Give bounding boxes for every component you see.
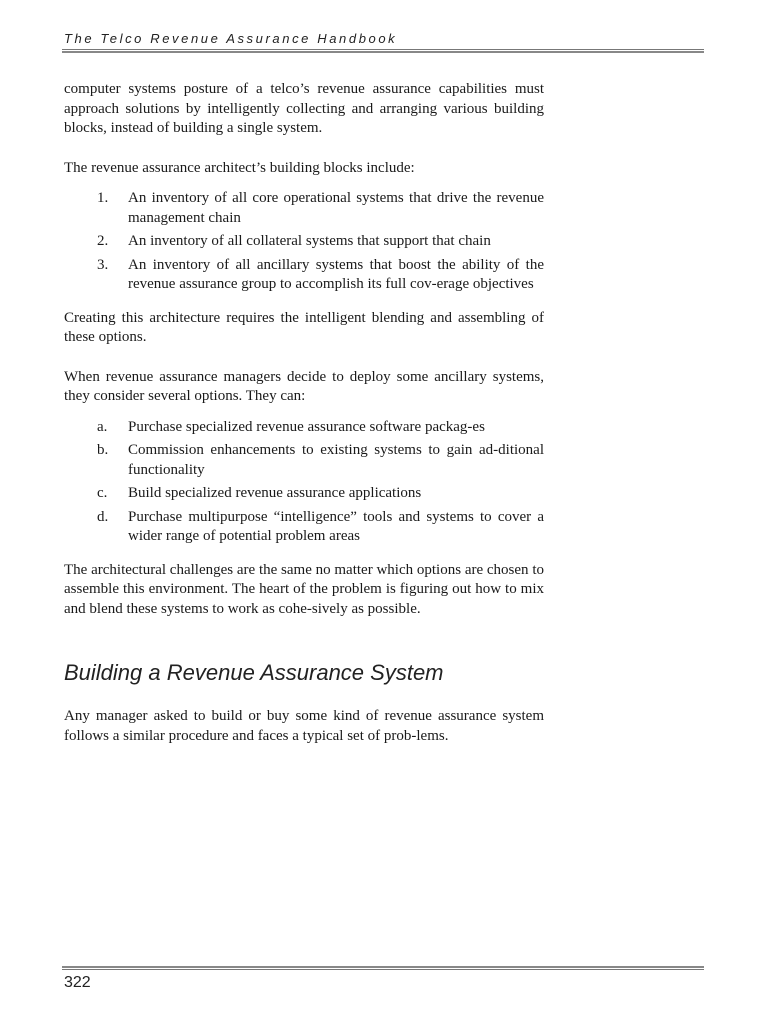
list-item — [64, 232, 544, 252]
list-item-text: Purchase specialized revenue assurance software packag-es — [128, 418, 485, 435]
list-item — [64, 256, 544, 295]
list-marker: 3. — [97, 256, 109, 273]
list-marker: 1. — [97, 190, 109, 206]
page-content — [64, 80, 544, 746]
page-number: 322 — [64, 974, 91, 991]
building-blocks-list — [64, 189, 544, 295]
list-item — [64, 189, 544, 228]
list-marker: b. — [97, 442, 109, 458]
paragraph-5: The architectural challenges are the same no matter which options are chosen to assemble this environment. The heart of the problem is figuring out how to mix and blend these systems to work as cohe-sively as possible. — [64, 561, 544, 617]
paragraph-6: Any manager asked to build or buy some kind of revenue assurance system follows a similar procedure and faces a typical set of prob-lems. — [64, 708, 544, 744]
list-item — [64, 441, 544, 480]
paragraph-3: Creating this architecture requires the intelligent blending and assembling of these options. — [64, 309, 544, 345]
footer-rule — [62, 966, 704, 970]
list-item-text: An inventory of all ancillary systems that boost the ability of the revenue assurance group to accomplish its full cov-erage objectives — [128, 256, 544, 292]
list-item — [64, 484, 544, 504]
header-rule — [62, 49, 704, 53]
running-header: The Telco Revenue Assurance Handbook — [64, 31, 398, 46]
list-item-text: Purchase multipurpose “intelligence” tools and systems to cover a wider range of potential problem areas — [128, 508, 544, 544]
list-item — [64, 508, 544, 547]
paragraph-4: When revenue assurance managers decide to deploy some ancillary systems, they consider several options. They can: — [64, 368, 544, 404]
list-marker: 2. — [97, 233, 109, 249]
options-list — [64, 418, 544, 547]
list-item-text: An inventory of all core operational systems that drive the revenue management chain — [128, 190, 544, 226]
list-item-text: Commission enhancements to existing systems to gain ad-ditional functionality — [128, 442, 544, 478]
list-item-text: An inventory of all collateral systems that support that chain — [128, 233, 491, 249]
paragraph-1: computer systems posture of a telco’s revenue assurance capabilities must approach solutions by intelligently collecting and arranging various building blocks, instead of building a single system. — [64, 81, 544, 136]
list-marker: d. — [97, 508, 109, 525]
list-marker: a. — [97, 418, 108, 435]
paragraph-2: The revenue assurance architect’s building blocks include: — [64, 159, 415, 176]
list-marker: c. — [97, 485, 108, 501]
list-item-text: Build specialized revenue assurance applications — [128, 485, 422, 501]
section-heading: Building a Revenue Assurance System — [64, 660, 444, 685]
list-item — [64, 418, 544, 438]
